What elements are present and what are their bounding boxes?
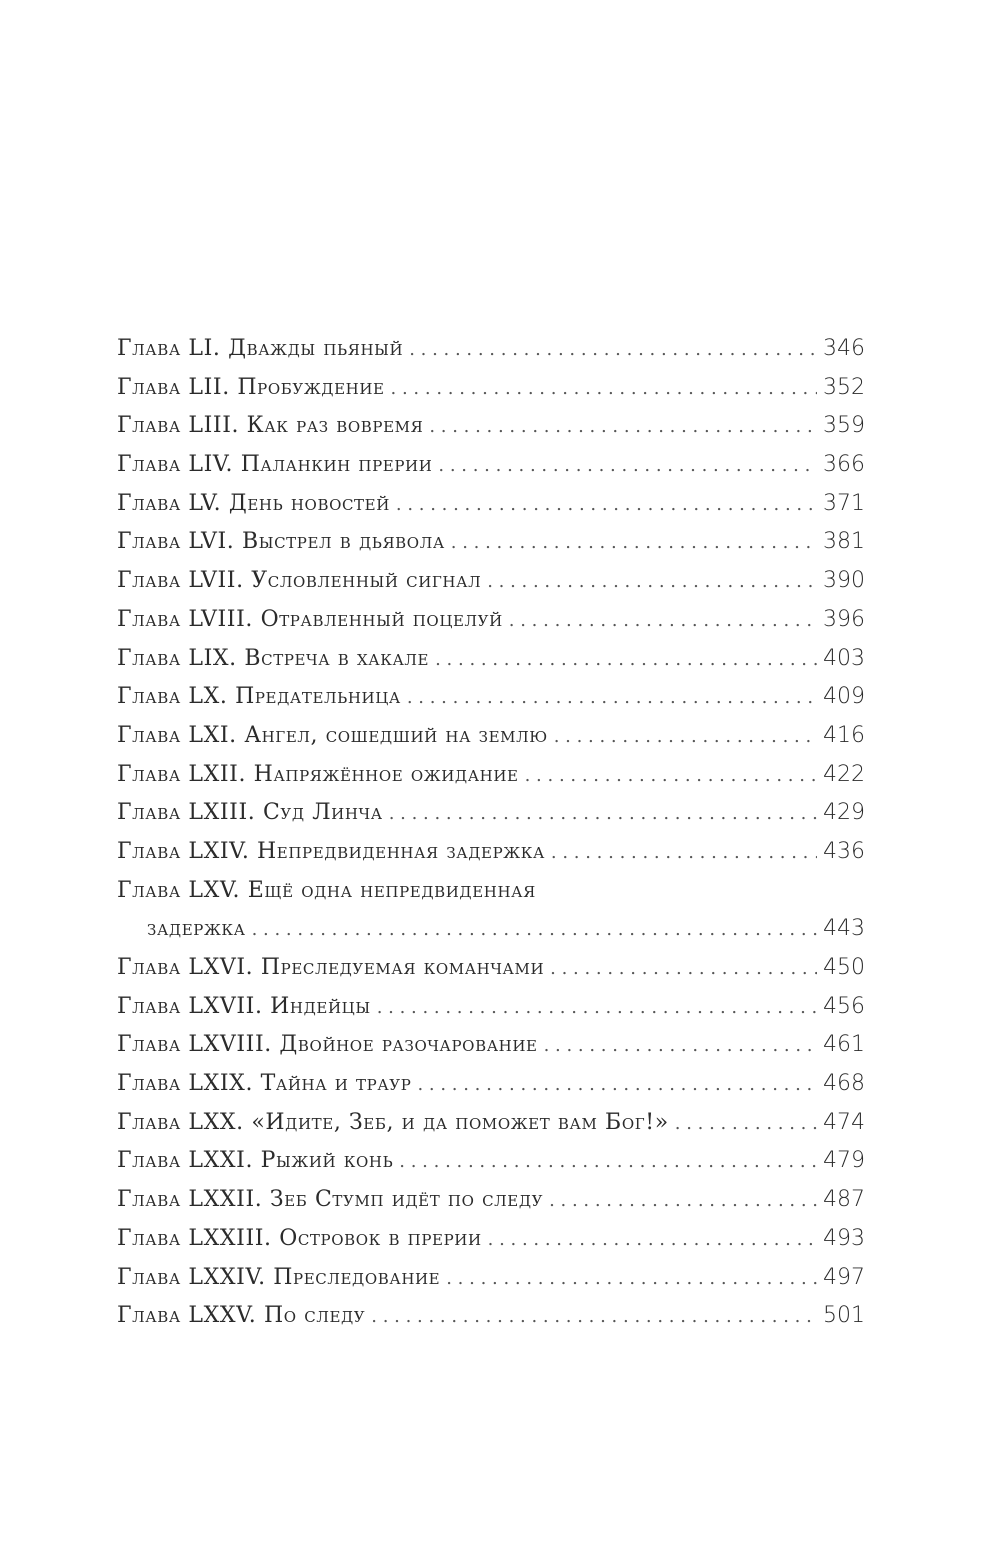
page-number: 429 (823, 800, 865, 826)
page-number: 416 (823, 722, 865, 748)
chapter-title: Глава LXIX. Тайна и траур (117, 1071, 412, 1097)
chapter-title: Глава LX. Предательница (117, 684, 401, 710)
dot-leader (551, 842, 817, 863)
chapter-title: Глава LIII. Как раз вовремя (117, 413, 424, 439)
dot-leader (438, 455, 817, 476)
toc-entry (117, 1148, 865, 1187)
chapter-title: Глава LIX. Встреча в хакале (117, 645, 430, 671)
toc-entry (117, 994, 865, 1033)
dot-leader (509, 610, 817, 631)
chapter-title: Глава LXVIII. Двойное разочарование (117, 1032, 538, 1058)
dot-leader (252, 919, 817, 940)
chapter-title: Глава LXVI. Преследуемая команчами (117, 955, 545, 980)
chapter-title: Глава LV. День новостей (117, 490, 390, 516)
page-number: 409 (823, 684, 865, 710)
toc-entry (117, 646, 865, 685)
dot-leader (451, 532, 817, 553)
chapter-title: Глава LVI. Выстрел в дьявола (117, 529, 445, 555)
chapter-title: Глава LXV. Ещё одна непредвиденная (117, 877, 536, 903)
toc-entry (117, 1303, 865, 1342)
chapter-title: Глава LII. Пробуждение (117, 374, 385, 400)
toc-entry-continuation (117, 916, 865, 955)
dot-leader (488, 1229, 817, 1250)
toc-entry (117, 800, 865, 839)
toc-entry (117, 568, 865, 607)
page-number: 479 (823, 1148, 865, 1174)
dot-leader (549, 1190, 817, 1211)
page-number: 461 (823, 1032, 865, 1058)
dot-leader (389, 803, 817, 824)
chapter-title: Глава LI. Дважды пьяный (117, 336, 404, 361)
dot-leader (377, 997, 817, 1018)
chapter-title: Глава LXXV. По следу (117, 1303, 366, 1329)
page-number: 450 (823, 955, 865, 980)
page-number: 493 (823, 1225, 865, 1251)
toc-entry (117, 723, 865, 762)
page-number: 468 (823, 1071, 865, 1097)
chapter-title: Глава LXXIII. Островок в прерии (117, 1225, 482, 1251)
page-number: 456 (823, 993, 865, 1019)
dot-leader (675, 1113, 817, 1134)
toc-entry (117, 529, 865, 568)
toc-entry (117, 1071, 865, 1110)
page-number: 422 (823, 761, 865, 787)
dot-leader (391, 378, 817, 399)
dot-leader (550, 958, 817, 979)
toc-entry (117, 839, 865, 878)
chapter-title: Глава LXI. Ангел, сошедший на землю (117, 722, 548, 748)
toc-entry (117, 955, 865, 994)
toc-entry (117, 336, 865, 375)
page-number: 381 (823, 529, 865, 555)
toc-entry (117, 375, 865, 414)
toc-entry (117, 607, 865, 646)
toc-entry (117, 878, 865, 917)
dot-leader (435, 649, 817, 670)
dot-leader (417, 1074, 817, 1095)
chapter-title: Глава LXIV. Непредвиденная задержка (117, 838, 545, 864)
chapter-title: Глава LVII. Условленный сигнал (117, 568, 482, 594)
toc-entry (117, 452, 865, 491)
toc-entry (117, 413, 865, 452)
dot-leader (371, 1306, 817, 1327)
chapter-title: Глава LXII. Напряжённое ожидание (117, 761, 519, 787)
page-number: 346 (823, 336, 865, 361)
dot-leader (429, 416, 817, 437)
dot-leader (487, 571, 817, 592)
toc-entry (117, 1226, 865, 1265)
table-of-contents (117, 336, 865, 1342)
chapter-title: Глава LXVII. Индейцы (117, 993, 371, 1019)
page-number: 390 (823, 568, 865, 594)
page-number: 436 (823, 838, 865, 864)
page-number: 443 (823, 916, 865, 942)
dot-leader (407, 687, 817, 708)
dot-leader (409, 339, 817, 360)
chapter-title: Глава LXXII. Зеб Стумп идёт по следу (117, 1187, 544, 1213)
page-number: 474 (823, 1109, 865, 1135)
page-number: 371 (823, 490, 865, 516)
toc-entry (117, 491, 865, 530)
chapter-title: Глава LIV. Паланкин прерии (117, 452, 433, 478)
toc-entry (117, 684, 865, 723)
page-number: 403 (823, 645, 865, 671)
toc-entry (117, 1265, 865, 1304)
page-number: 501 (823, 1303, 865, 1329)
toc-entry (117, 1032, 865, 1071)
chapter-title-continuation: задержка (147, 916, 246, 942)
chapter-title: Глава LXXI. Рыжий конь (117, 1148, 394, 1174)
chapter-title: Глава LXIII. Суд Линча (117, 800, 383, 826)
dot-leader (396, 494, 817, 515)
chapter-title: Глава LVIII. Отравленный поцелуй (117, 606, 503, 632)
page-number: 487 (823, 1187, 865, 1213)
page-number: 366 (823, 452, 865, 478)
dot-leader (544, 1035, 817, 1056)
page-number: 359 (823, 413, 865, 439)
dot-leader (446, 1268, 817, 1289)
dot-leader (525, 765, 817, 786)
dot-leader (554, 726, 817, 747)
page-number: 352 (823, 374, 865, 400)
toc-entry (117, 1110, 865, 1149)
dot-leader (399, 1151, 817, 1172)
chapter-title: Глава LXX. «Идите, Зеб, и да поможет вам Бог!» (117, 1109, 669, 1135)
toc-entry (117, 762, 865, 801)
chapter-title: Глава LXXIV. Преследование (117, 1264, 441, 1290)
page-number: 497 (823, 1264, 865, 1290)
page-number: 396 (823, 606, 865, 632)
toc-entry (117, 1187, 865, 1226)
